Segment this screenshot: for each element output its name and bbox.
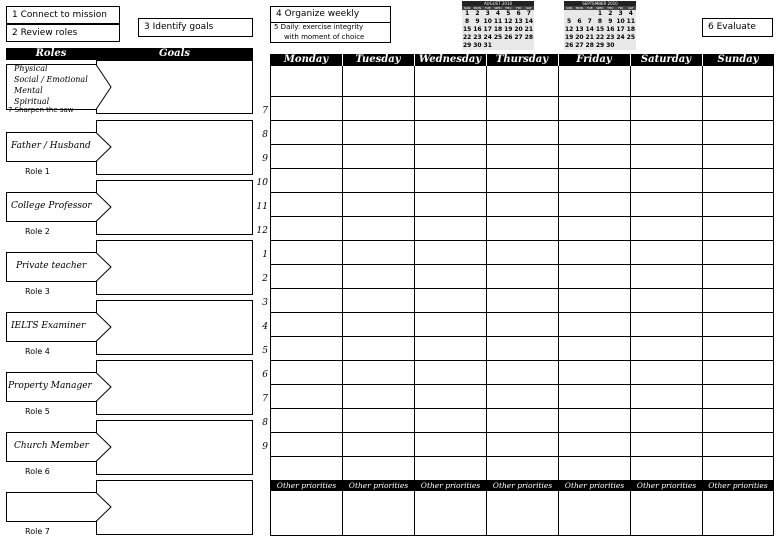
role-6-name[interactable]: Church Member (14, 441, 89, 451)
step-organize-weekly-label: 4 Organize weekly (276, 9, 360, 19)
calendar-day: 18 (626, 25, 636, 33)
calendar-day: 11 (626, 17, 636, 25)
role-5-goals-box[interactable] (96, 360, 253, 415)
calendar-day: 30 (473, 41, 482, 49)
role-2-goals-box[interactable] (96, 180, 253, 235)
calendar-september (564, 1, 636, 49)
calendar-day: 22 (595, 33, 605, 41)
calendar-weekday: SUN (565, 6, 573, 10)
weekly-grid[interactable] (270, 54, 774, 536)
other-priorities-monday: Other priorities (271, 481, 342, 491)
other-priorities-sunday: Other priorities (703, 481, 773, 491)
hour-label: 9 (262, 442, 268, 452)
role-1-goals-box[interactable] (96, 120, 253, 175)
day-header-monday: Monday (283, 54, 329, 65)
calendar-day: 27 (514, 33, 523, 41)
calendar-day: 28 (524, 33, 534, 41)
role-6-caption: Role 6 (25, 467, 50, 476)
day-header-tuesday: Tuesday (355, 54, 401, 65)
calendar-day: 10 (616, 17, 625, 25)
calendar-day: 5 (564, 18, 574, 26)
calendar-day: 13 (514, 17, 523, 25)
calendar-day: 24 (483, 33, 492, 41)
calendar-day: 17 (616, 25, 625, 33)
calendar-day: 7 (585, 18, 595, 26)
hour-label: 11 (256, 202, 268, 212)
step-daily-integrity (270, 22, 391, 43)
sharpen-spiritual: Spiritual (14, 97, 50, 106)
calendar-day: 26 (504, 33, 513, 41)
calendar-day: 1 (595, 10, 605, 18)
role-5-name[interactable]: Property Manager (8, 381, 92, 391)
calendar-day (513, 42, 523, 50)
role-4-goals-box[interactable] (96, 300, 253, 355)
sharpen-mental: Mental (14, 86, 43, 95)
calendar-day: 5 (503, 10, 513, 18)
calendar-day: 2 (472, 10, 482, 18)
role-1-name[interactable]: Father / Husband (11, 141, 91, 151)
role-3-caption: Role 3 (25, 287, 50, 296)
calendar-day (585, 10, 595, 18)
hour-label: 8 (262, 130, 268, 140)
hour-label: 7 (262, 394, 268, 404)
calendar-day (615, 42, 625, 50)
calendar-weekday: THU (607, 6, 614, 10)
calendar-day: 25 (626, 33, 636, 41)
day-header-sunday: Sunday (717, 54, 759, 65)
calendar-weekday: FRI (618, 6, 623, 10)
calendar-day: 20 (514, 25, 523, 33)
calendar-weekday: SUN (463, 6, 471, 10)
calendar-day: 7 (524, 10, 534, 18)
calendar-day: 24 (616, 33, 625, 41)
role-2-caption: Role 2 (25, 227, 50, 236)
role-7-caption: Role 7 (25, 527, 50, 536)
role-3-name[interactable]: Private teacher (16, 261, 87, 271)
role-6-goals-box[interactable] (96, 420, 253, 475)
hour-label: 8 (262, 418, 268, 428)
calendar-day: 4 (626, 10, 636, 18)
goals-header: Goals (96, 48, 253, 60)
other-priorities-thursday: Other priorities (487, 481, 558, 491)
calendar-day: 12 (564, 25, 574, 33)
day-header-saturday: Saturday (640, 54, 692, 65)
calendar-weekday: TUE (586, 6, 593, 10)
calendar-day (524, 42, 534, 50)
hour-label: 7 (262, 106, 268, 116)
calendar-day: 4 (493, 10, 503, 18)
calendar-day: 17 (483, 25, 492, 33)
role-7-goals-box[interactable] (96, 480, 253, 535)
step-review-roles-label: 2 Review roles (12, 28, 78, 38)
calendar-day: 9 (605, 18, 615, 26)
calendar-day: 15 (595, 25, 605, 33)
calendar-day: 19 (564, 33, 574, 41)
calendar-day: 23 (606, 33, 615, 41)
calendar-weekday: THU (505, 6, 512, 10)
calendar-day: 15 (462, 25, 472, 33)
calendar-day: 28 (585, 41, 594, 49)
other-priorities-tuesday: Other priorities (343, 481, 414, 491)
calendar-weekday: SAT (628, 6, 634, 10)
calendar-day: 26 (564, 41, 574, 49)
sharpen-caption: 7 Sharpen the saw (8, 106, 74, 114)
role-4-name[interactable]: IELTS Examiner (11, 321, 86, 331)
calendar-day: 12 (504, 17, 513, 25)
hour-label: 5 (262, 346, 268, 356)
day-header-thursday: Thursday (495, 54, 549, 65)
sharpen-goals-box[interactable] (96, 60, 253, 114)
calendar-day: 21 (585, 33, 594, 41)
calendar-weekday: WED (494, 6, 502, 10)
calendar-day: 16 (473, 25, 482, 33)
step-connect-mission-label: 1 Connect to mission (12, 10, 107, 20)
calendar-day: 16 (606, 25, 615, 33)
hour-label: 1 (262, 250, 268, 260)
calendar-day: 8 (462, 18, 472, 26)
hour-label: 9 (262, 154, 268, 164)
step-review-roles (6, 24, 120, 42)
step-organize-weekly (270, 6, 391, 23)
calendar-weekday: WED (596, 6, 604, 10)
calendar-day: 29 (595, 41, 605, 49)
calendar-day: 10 (483, 17, 492, 25)
calendar-day: 22 (462, 33, 472, 41)
step-evaluate-label: 6 Evaluate (708, 22, 756, 32)
step-identify-goals (138, 18, 253, 37)
calendar-weekday: MON (473, 6, 482, 10)
sharpen-physical: Physical (14, 64, 48, 73)
calendar-day: 3 (615, 10, 625, 18)
calendar-day (574, 10, 584, 18)
role-5-caption: Role 5 (25, 407, 50, 416)
calendar-day: 23 (473, 33, 482, 41)
hour-label: 2 (262, 274, 268, 284)
calendar-day: 29 (462, 41, 472, 49)
calendar-september-title: SEPTEMBER 2010 (564, 1, 636, 6)
calendar-day: 11 (493, 17, 503, 25)
calendar-day: 9 (472, 18, 482, 26)
role-3-goals-box[interactable] (96, 240, 253, 295)
role-2-name[interactable]: College Professor (11, 201, 92, 211)
hour-label: 3 (262, 298, 268, 308)
calendar-weekday: SAT (526, 6, 532, 10)
calendar-day (564, 10, 574, 18)
calendar-day: 1 (462, 10, 472, 18)
calendar-day: 6 (513, 10, 523, 18)
calendar-day: 27 (575, 41, 584, 49)
hour-label: 6 (262, 370, 268, 380)
sharpen-social-emotional: Social / Emotional (14, 75, 88, 84)
calendar-weekday: MON (575, 6, 584, 10)
calendar-day: 30 (606, 41, 615, 49)
step-daily-line2: with moment of choice (284, 32, 365, 41)
roles-header: Roles (6, 48, 96, 60)
calendar-day: 14 (524, 17, 534, 25)
calendar-day (503, 42, 513, 50)
calendar-september-days (564, 10, 636, 50)
calendar-day (626, 42, 636, 50)
day-header-friday: Friday (576, 54, 612, 65)
calendar-day: 6 (574, 18, 584, 26)
calendar-august-days (462, 10, 534, 50)
calendar-weekday: TUE (484, 6, 491, 10)
calendar-weekday: FRI (516, 6, 521, 10)
hour-label: 10 (256, 178, 268, 188)
day-header-wednesday: Wednesday (418, 54, 482, 65)
hour-label: 4 (262, 322, 268, 332)
calendar-august (462, 1, 534, 49)
role-1-caption: Role 1 (25, 167, 50, 176)
step-daily-line1: 5 Daily: exercise integrity (274, 23, 364, 31)
calendar-day: 8 (595, 18, 605, 26)
calendar-day: 14 (585, 25, 594, 33)
step-identify-goals-label: 3 Identify goals (144, 22, 214, 32)
other-priorities-friday: Other priorities (559, 481, 630, 491)
calendar-day: 25 (493, 33, 503, 41)
step-evaluate (702, 18, 773, 37)
calendar-day: 3 (483, 10, 493, 18)
role-7-arrow-shape (6, 492, 112, 522)
calendar-day: 18 (493, 25, 503, 33)
calendar-day: 20 (575, 33, 584, 41)
step-connect-mission (6, 6, 120, 24)
calendar-day: 13 (575, 25, 584, 33)
calendar-day: 19 (504, 25, 513, 33)
hour-label: 12 (256, 226, 268, 236)
calendar-day: 31 (483, 41, 492, 49)
role-4-caption: Role 4 (25, 347, 50, 356)
calendar-day: 2 (605, 10, 615, 18)
calendar-august-title: AUGUST 2010 (462, 1, 534, 6)
calendar-day (493, 42, 503, 50)
other-priorities-wednesday: Other priorities (415, 481, 486, 491)
calendar-day: 21 (524, 25, 534, 33)
other-priorities-saturday: Other priorities (631, 481, 702, 491)
